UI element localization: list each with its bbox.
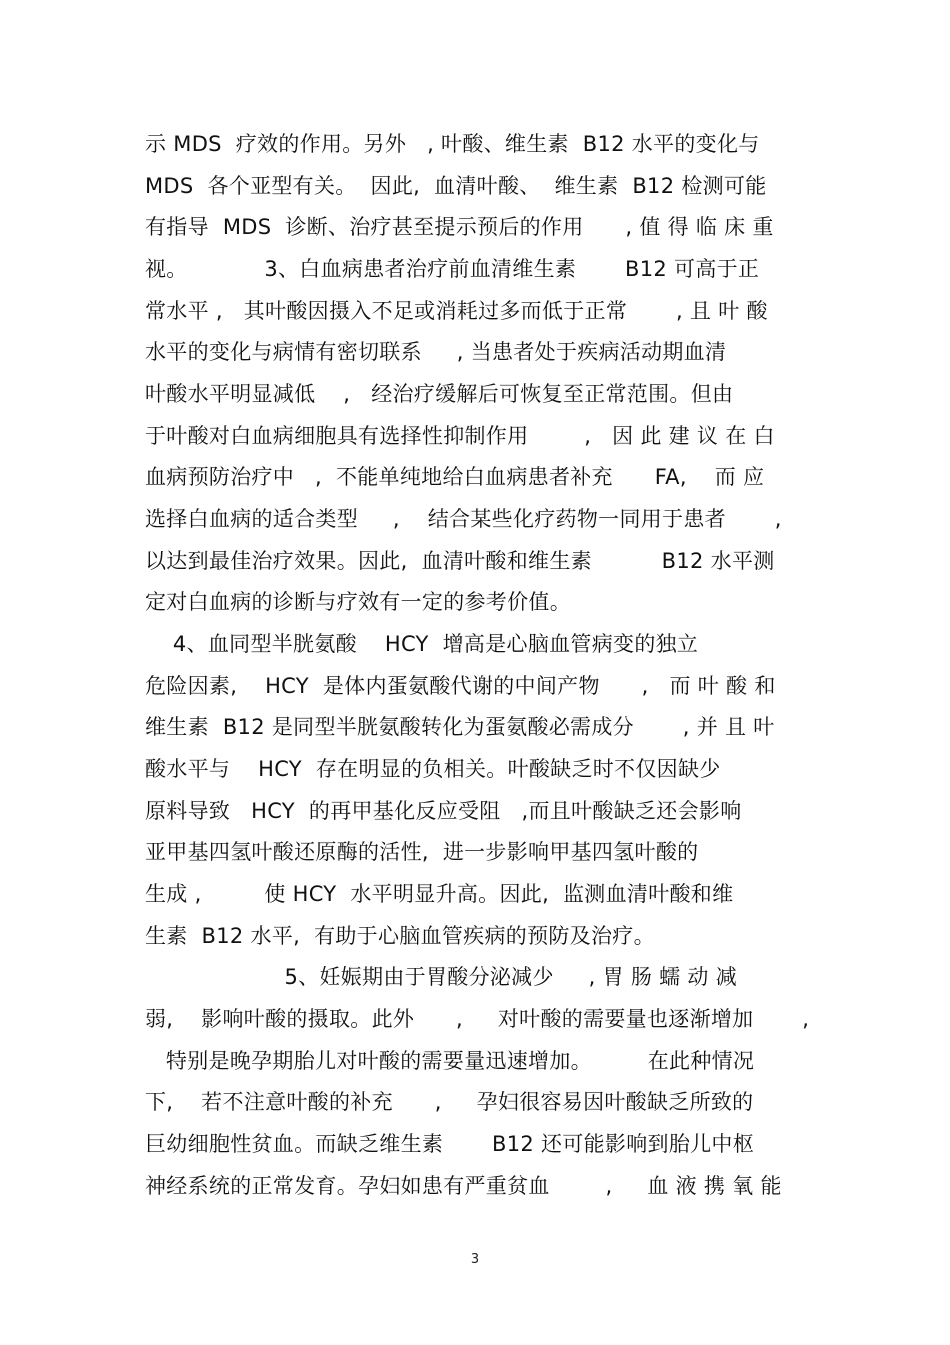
text-line: 示 MDS 疗效的作用。另外 , 叶酸、维生素 B12 水平的变化与 [145,132,760,156]
text-line: 于叶酸对白血病细胞具有选择性抑制作用 , 因 此 建 议 在 白 [145,424,775,448]
text-line: 生素 B12 水平, 有助于心脑血管疾病的预防及治疗。 [145,924,655,948]
text-line: 定对白血病的诊断与疗效有一定的参考价值。 [145,590,571,614]
text-line: 以达到最佳治疗效果。因此, 血清叶酸和维生素 B12 水平测 [145,549,775,573]
text-line: 危险因素, HCY 是体内蛋氨酸代谢的中间产物 , 而 叶 酸 和 [145,674,776,698]
text-line: 4、血同型半胱氨酸 HCY 增高是心脑血管病变的独立 [145,632,699,656]
text-line: 维生素 B12 是同型半胱氨酸转化为蛋氨酸必需成分 , 并 且 叶 [145,715,775,739]
text-line: 有指导 MDS 诊断、治疗甚至提示预后的作用 , 值 得 临 床 重 [145,215,774,239]
text-line: 亚甲基四氢叶酸还原酶的活性, 进一步影响甲基四氢叶酸的 [145,840,699,864]
text-line: 血病预防治疗中 , 不能单纯地给白血病患者补充 FA, 而 应 [145,465,765,489]
text-line: 视。 3、白血病患者治疗前血清维生素 B12 可高于正 [145,257,760,281]
text-line: 酸水平与 HCY 存在明显的负相关。叶酸缺乏时不仅因缺少 [145,757,721,781]
text-line: 常水平 , 其叶酸因摄入不足或消耗过多而低于正常 , 且 叶 酸 [145,299,768,323]
text-line: 特别是晚孕期胎儿对叶酸的需要量迅速增加。 在此种情况 [145,1049,755,1073]
text-line: 选择白血病的适合类型 , 结合某些化疗药物一同用于患者 , [145,507,782,531]
text-line: 下, 若不注意叶酸的补充 , 孕妇很容易因叶酸缺乏所致的 [145,1090,754,1114]
text-line: MDS 各个亚型有关。 因此, 血清叶酸、 维生素 B12 检测可能 [145,174,767,198]
text-line: 弱, 影响叶酸的摄取。此外 , 对叶酸的需要量也逐渐增加 , [145,1007,810,1031]
text-line: 5、妊娠期由于胃酸分泌减少 , 胃 肠 蠕 动 减 [145,965,737,989]
text-line: 水平的变化与病情有密切联系 , 当患者处于疾病活动期血清 [145,340,727,364]
page-number: 3 [470,1252,480,1267]
text-line: 生成 , 使 HCY 水平明显升高。因此, 监测血清叶酸和维 [145,882,734,906]
text-line: 叶酸水平明显减低 , 经治疗缓解后可恢复至正常范围。但由 [145,382,734,406]
text-line: 神经系统的正常发育。孕妇如患有严重贫血 , 血 液 携 氧 能 [145,1174,782,1198]
text-line: 巨幼细胞性贫血。而缺乏维生素 B12 还可能影响到胎儿中枢 [145,1132,755,1156]
text-line: 原料导致 HCY 的再甲基化反应受阻 ,而且叶酸缺乏还会影响 [145,799,742,823]
